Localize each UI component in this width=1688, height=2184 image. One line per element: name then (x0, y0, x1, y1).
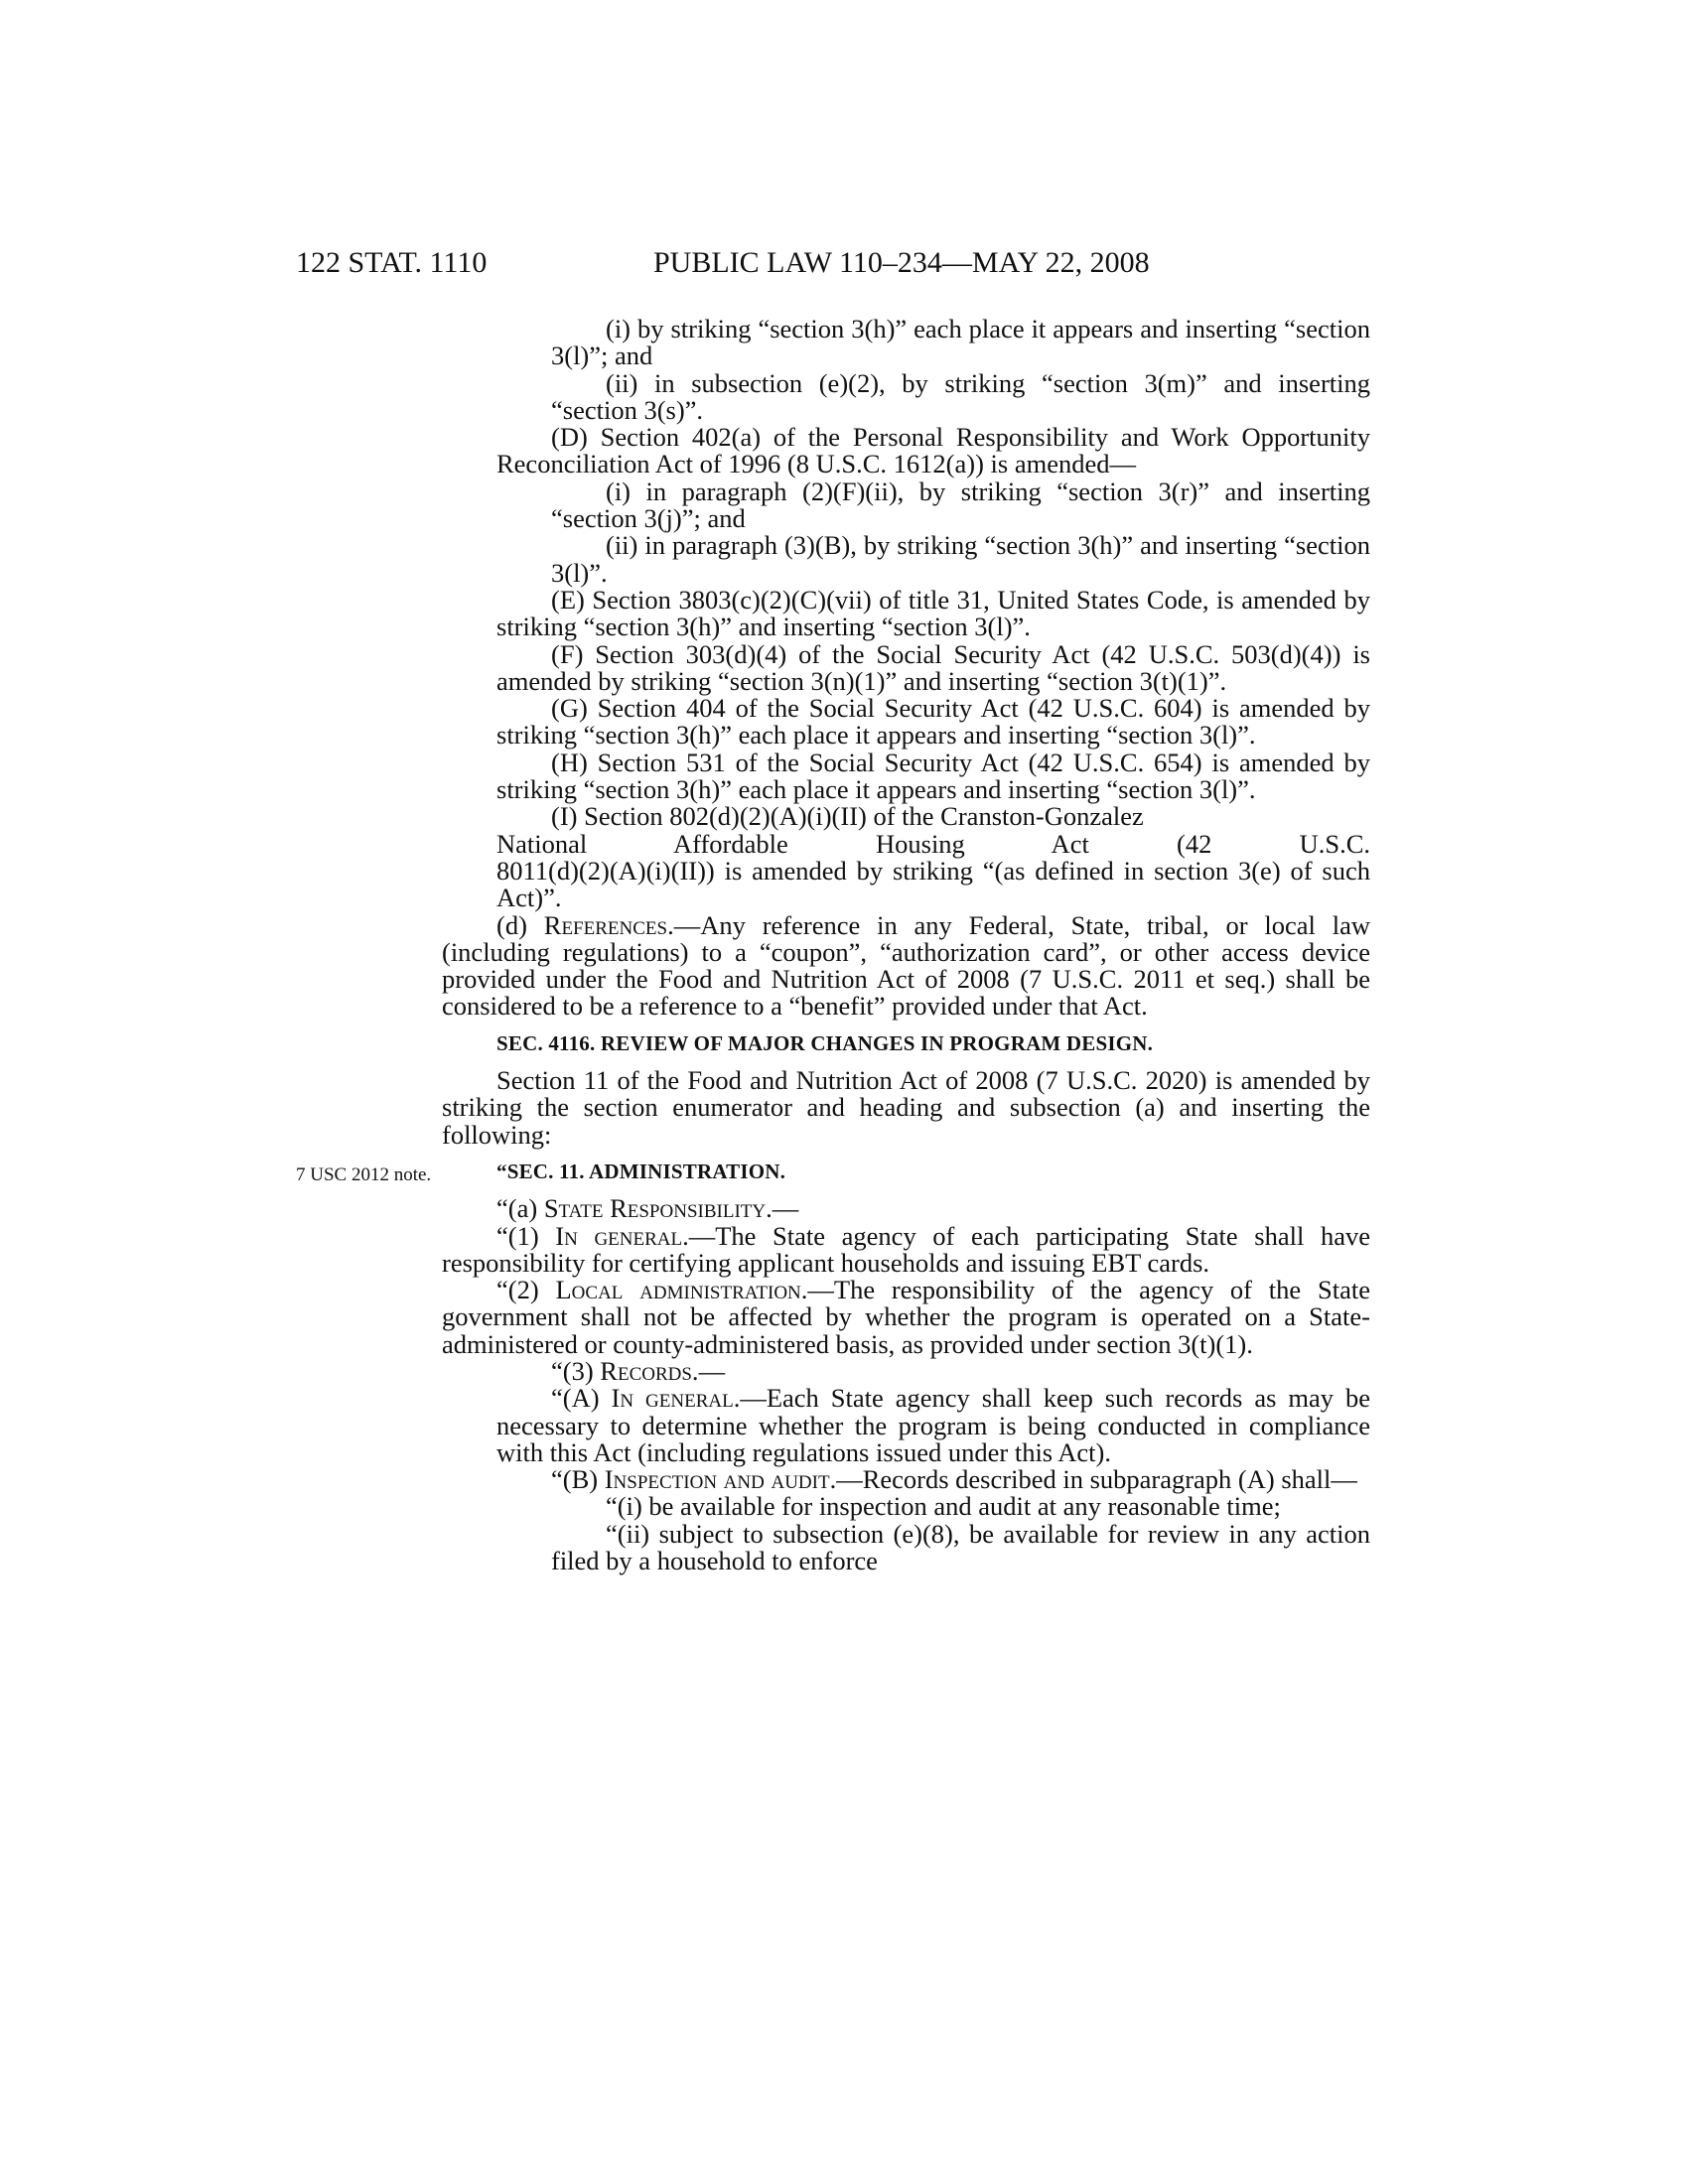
subparagraph-a3a (496, 1385, 1370, 1466)
section-11-heading: “SEC. 11. ADMINISTRATION. (496, 1159, 786, 1183)
paragraph-a2-text: —The responsibility of the agency of the State government shall not be affected by whether the program is operated on a State-administered or county-administered basis, as provided under section 3(t)(1). (442, 1275, 1370, 1359)
stat-page-reference: 122 STAT. 1110 (296, 246, 488, 279)
subparagraph-g: (G) Section 404 of the Social Security Act (42 U.S.C. 604) is amended by striking “section 3(h)” each place it appears and inserting “section 3(l)”. (496, 693, 1370, 751)
subparagraph-d: (D) Section 402(a) of the Personal Responsibility and Work Opportunity Reconciliation Act of 1996 (8 U.S.C. 1612(a)) is amended— (496, 422, 1370, 479)
subparagraph-i-rest: 8011(d)(2)(A)(i)(II)) is amended by striking “(as defined in section 3(e) of such Act)”. (496, 855, 1370, 913)
subparagraph-a3b (496, 1466, 1370, 1493)
subparagraph-e: (E) Section 3803(c)(2)(C)(vii) of title 31, United States Code, is amended by striking “section 3(h)” and inserting “section 3(l)”. (496, 584, 1370, 642)
subsection-d-heading: References. (543, 909, 674, 940)
subparagraph-a3a-heading: In general. (611, 1383, 741, 1414)
section-4116-heading: SEC. 4116. REVIEW OF MAJOR CHANGES IN PROGRAM DESIGN. (496, 1030, 1154, 1055)
paragraph-a3-dash: — (698, 1355, 726, 1386)
paragraph-a2 (442, 1277, 1370, 1358)
clause-d-i: (i) in paragraph (2)(F)(ii), by striking “section 3(r)” and inserting “section 3(j)”; and (551, 476, 1370, 534)
margin-note: 7 USC 2012 note. (296, 1164, 432, 1185)
paragraph-a3-heading: Records. (600, 1355, 699, 1386)
clause-b-ii: “(ii) subject to subsection (e)(8), be available for review in any action filed by a household to enforce (551, 1518, 1370, 1576)
paragraph-a1-heading: In general. (555, 1220, 689, 1251)
paragraph-a1-label: “(1) (496, 1220, 556, 1251)
subparagraph-i-line2: National Affordable Housing Act (42 U.S.C. (496, 828, 1370, 859)
clause-d-ii: (ii) in paragraph (3)(B), by striking “section 3(h)” and inserting “section 3(l)”. (551, 530, 1370, 588)
paragraph-a3-label: “(3) (551, 1355, 601, 1386)
paragraph-a1 (442, 1220, 1370, 1278)
document-body (442, 314, 1370, 1576)
paragraph-a1-text: —The State agency of each participating State shall have responsibility for certifying applicant households and issuing EBT cards. (442, 1220, 1370, 1278)
clause-b-i: “(i) be available for inspection and audit at any reasonable time; (606, 1491, 1281, 1522)
paragraph-a3 (442, 1355, 1370, 1386)
paragraph-a2-label: “(2) (496, 1275, 556, 1305)
subparagraph-a3b-label: “(B) (551, 1464, 605, 1495)
subsection-d-label: (d) (496, 909, 544, 940)
paragraph-a2-heading: Local administration. (555, 1275, 808, 1305)
subparagraph-a3b-heading: Inspection and audit. (604, 1464, 837, 1495)
subsection-d (442, 909, 1370, 1022)
subparagraph-a3a-label: “(A) (551, 1383, 612, 1414)
public-law-line: PUBLIC LAW 110–234—MAY 22, 2008 (653, 246, 1150, 279)
section-4116-text: Section 11 of the Food and Nutrition Act of 2008 (7 U.S.C. 2020) is amended by striking the section enumerator and heading and subsection (a) and inserting the following: (442, 1065, 1370, 1150)
subparagraph-a3b-text: —Records described in subparagraph (A) shall— (836, 1464, 1357, 1495)
running-head (0, 246, 1688, 286)
subparagraph-i-line1: (I) Section 802(d)(2)(A)(i)(II) of the Cranston-Gonzalez (551, 801, 1144, 832)
subsection-a (442, 1195, 1370, 1222)
subsection-a-label: “(a) (496, 1193, 544, 1224)
clause-c-ii: (ii) in subsection (e)(2), by striking “section 3(m)” and inserting “section 3(s)”. (551, 367, 1370, 425)
subparagraph-h: (H) Section 531 of the Social Security Act (42 U.S.C. 654) is amended by striking “section 3(h)” each place it appears and inserting “section 3(l)”. (496, 747, 1370, 805)
subsection-a-dash: — (772, 1193, 799, 1224)
subsection-a-heading: State Responsibility. (543, 1193, 773, 1224)
subparagraph-a3a-text: —Each State agency shall keep such records as may be necessary to determine whether the program is being conducted in compliance with this Act (including regulations issued under this Act). (496, 1383, 1370, 1467)
clause-c-i: (i) by striking “section 3(h)” each place it appears and inserting “section 3(l)”; and (551, 314, 1370, 371)
subsection-d-text: —Any reference in any Federal, State, tribal, or local law (including regulations) to a “coupon”, “authorization card”, or other access device provided under the Food and Nutrition Act of 2008 (7 U.S.C. 2011 et seq.) shall be considered to be a reference to a “benefit” provided under that Act. (442, 909, 1370, 1022)
subparagraph-f: (F) Section 303(d)(4) of the Social Security Act (42 U.S.C. 503(d)(4)) is amended by striking “section 3(n)(1)” and inserting “section 3(t)(1)”. (496, 638, 1370, 696)
